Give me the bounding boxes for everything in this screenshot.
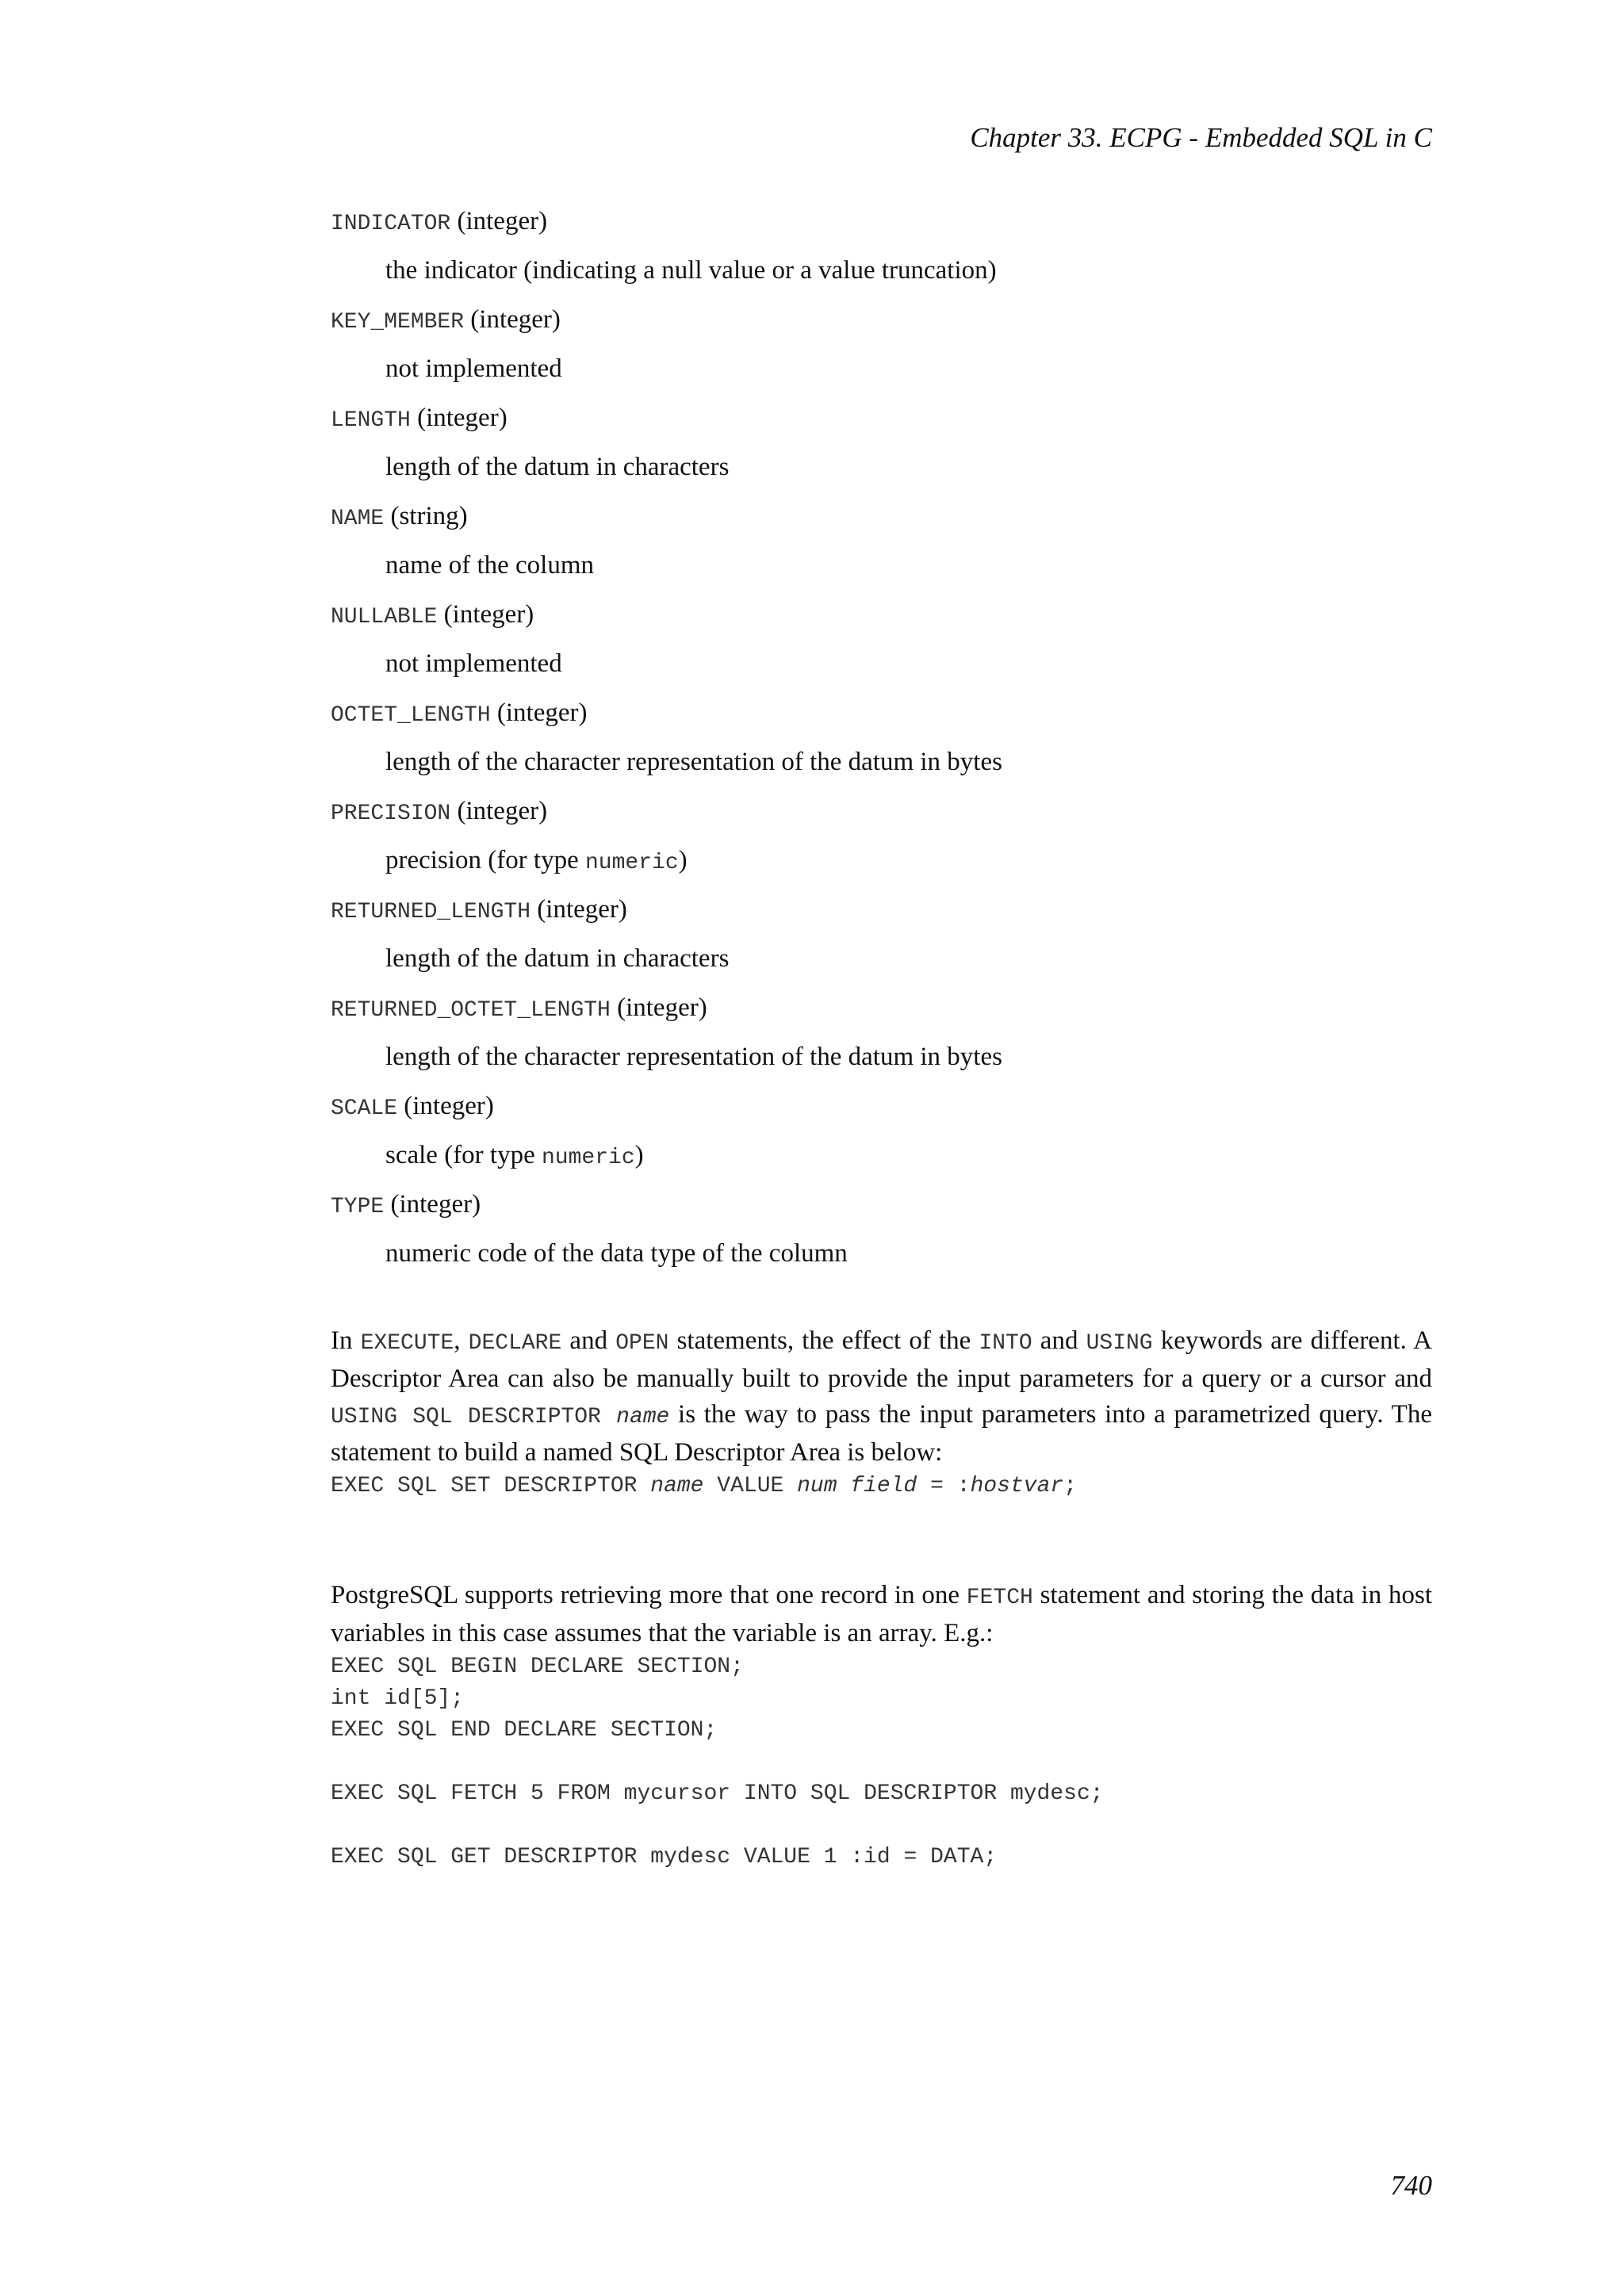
field-description	[331, 1131, 1432, 1180]
field-description: numeric code of the data type of the column	[385, 1239, 848, 1268]
inline-code: numeric	[585, 851, 679, 875]
paragraph-text: and	[561, 1326, 616, 1355]
paragraph-text: and	[1032, 1326, 1086, 1355]
field-term	[331, 786, 1432, 836]
field-name: LENGTH	[331, 408, 411, 433]
field-description: length of the datum in characters	[385, 944, 730, 973]
inline-code: FETCH	[966, 1586, 1033, 1610]
field-term	[331, 492, 1432, 541]
code-placeholder: hostvar	[970, 1474, 1064, 1498]
field-term	[331, 688, 1432, 737]
description-text: )	[634, 1141, 644, 1169]
paragraph-text: keywords are different. A Descriptor Area can also be manually built to provide the input parameters for a query or a cursor and	[331, 1326, 1433, 1393]
paragraph-text: ,	[454, 1326, 469, 1355]
field-term	[331, 590, 1432, 639]
field-type: (integer)	[470, 305, 561, 334]
inline-code: USING	[1086, 1331, 1153, 1356]
field-type: (integer)	[537, 895, 627, 924]
code-text: = :	[917, 1474, 971, 1498]
description-text: precision (for type	[385, 846, 585, 874]
fetch-array-paragraph	[331, 1578, 1432, 1651]
field-term	[331, 983, 1432, 1032]
inline-code: OPEN	[615, 1331, 669, 1356]
paragraph-text: statements, the effect of the	[668, 1326, 979, 1355]
field-type: (integer)	[443, 600, 534, 629]
field-name: NULLABLE	[331, 605, 438, 629]
fetch-example-code-block: EXEC SQL BEGIN DECLARE SECTION; int id[5]; EXEC SQL END DECLARE SECTION; EXEC SQL FETCH 5 FROM mycursor INTO SQL DESCRIPTOR mydesc; EXEC SQL GET DESCRIPTOR mydesc VALUE 1 :id = DATA;	[331, 1655, 1104, 1869]
inline-code-space	[601, 1405, 616, 1429]
field-name: SCALE	[331, 1096, 398, 1121]
field-type: (integer)	[390, 1190, 481, 1219]
field-description: not implemented	[385, 354, 562, 383]
descriptor-field-list	[331, 197, 1432, 1278]
field-term	[331, 197, 1432, 246]
field-term	[331, 295, 1432, 344]
paragraph-text: In	[331, 1326, 361, 1355]
page-body	[331, 197, 1432, 1873]
description-text: )	[678, 846, 688, 874]
field-type: (integer)	[457, 207, 548, 235]
field-description: the indicator (indicating a null value or a value truncation)	[385, 256, 997, 285]
field-description: length of the character representation of the datum in bytes	[385, 1043, 1002, 1071]
field-description: not implemented	[385, 649, 562, 678]
field-name: OCTET_LENGTH	[331, 703, 491, 728]
set-descriptor-code-block	[331, 1471, 1432, 1502]
code-text: EXEC SQL SET DESCRIPTOR	[331, 1474, 651, 1498]
field-type: (integer)	[496, 698, 588, 727]
field-description	[331, 836, 1432, 885]
field-name: KEY_MEMBER	[331, 310, 465, 335]
field-description: length of the datum in characters	[385, 453, 730, 481]
field-type: (string)	[390, 502, 468, 530]
descriptor-usage-paragraph	[331, 1323, 1432, 1471]
field-type: (integer)	[417, 404, 508, 432]
field-term	[331, 1180, 1432, 1229]
inline-code: numeric	[542, 1146, 635, 1170]
inline-code: INTO	[979, 1331, 1032, 1356]
field-name: PRECISION	[331, 802, 451, 826]
field-description: name of the column	[385, 551, 595, 580]
field-name: TYPE	[331, 1195, 385, 1219]
code-placeholder: name	[650, 1474, 704, 1498]
field-term	[331, 393, 1432, 442]
inline-code: DECLARE	[468, 1331, 562, 1356]
running-header: Chapter 33. ECPG - Embedded SQL in C	[970, 122, 1432, 153]
field-term	[331, 885, 1432, 934]
field-description: length of the character representation of the datum in bytes	[385, 748, 1002, 776]
page-number: 740	[1390, 2170, 1432, 2201]
field-type: (integer)	[404, 1092, 494, 1120]
inline-code: USING SQL DESCRIPTOR	[331, 1405, 601, 1429]
inline-code-italic: name	[616, 1405, 670, 1429]
field-name: NAME	[331, 507, 385, 531]
inline-code: EXECUTE	[360, 1331, 454, 1356]
description-text: scale (for type	[385, 1141, 542, 1169]
paragraph-text: PostgreSQL supports retrieving more that one record in one	[331, 1581, 967, 1609]
field-type: (integer)	[457, 797, 548, 825]
paragraph-text: statement and storing the data in host variables in this case assumes that the variable is an array. E.g.:	[331, 1581, 1433, 1647]
code-text: VALUE	[703, 1474, 798, 1498]
paragraph-text: is the way to pass the input parameters into a parametrized query. The statement to build a named SQL Descriptor Area is below:	[331, 1400, 1432, 1467]
field-term	[331, 1081, 1432, 1131]
field-name: RETURNED_LENGTH	[331, 900, 531, 924]
field-type: (integer)	[617, 993, 707, 1022]
code-placeholder: num field	[797, 1474, 917, 1498]
field-name: INDICATOR	[331, 212, 451, 236]
code-text: ;	[1063, 1474, 1077, 1498]
field-name: RETURNED_OCTET_LENGTH	[331, 998, 611, 1023]
